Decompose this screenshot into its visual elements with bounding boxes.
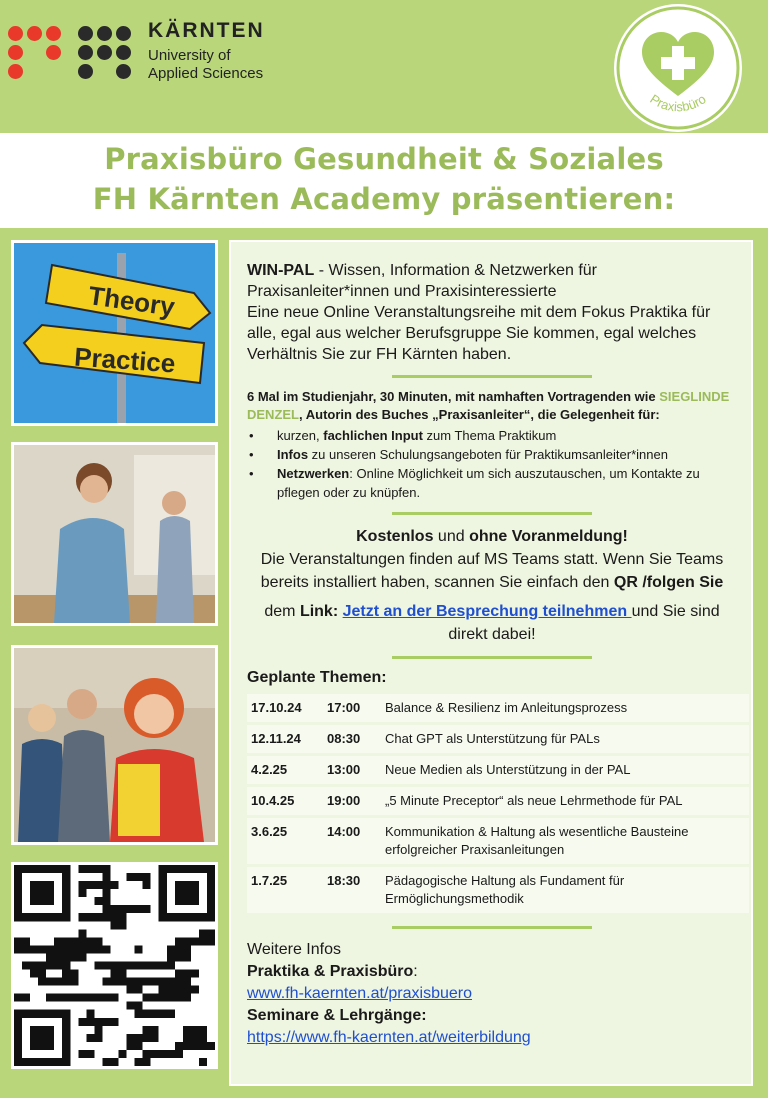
table-row	[247, 725, 749, 753]
theme-date: 12.11.24	[247, 725, 323, 753]
theme-topic: Pädagogische Haltung als Fundament für Ermöglichungsmethodik	[381, 867, 749, 913]
theme-topic: Chat GPT als Unterstützung für PALs	[381, 725, 749, 753]
praxisbuero-link[interactable]: www.fh-kaernten.at/praxisbuero	[247, 985, 472, 1002]
sign-theory-text: Theory	[86, 280, 177, 322]
sign-practice-text: Practice	[73, 341, 177, 379]
title-band	[0, 133, 768, 228]
access-text3: und Sie sind direkt dabei!	[448, 603, 720, 643]
list-item: • kurzen, fachlichen Input zum Thema Praktikum	[247, 426, 737, 445]
theme-date: 10.4.25	[247, 787, 323, 815]
fh-logo-text	[148, 20, 265, 83]
details-part1: 6 Mal im Studienjahr, 30 Minuten, mit namhaften Vortragenden wie	[247, 389, 656, 404]
theme-topic: „5 Minute Preceptor“ als neue Lehrmethode für PAL	[381, 787, 749, 815]
free-label: Kostenlos	[356, 528, 434, 545]
theme-time: 17:00	[323, 694, 381, 722]
no-registration-label: ohne Voranmeldung!	[469, 528, 628, 545]
table-row	[247, 787, 749, 815]
table-row	[247, 818, 749, 864]
divider	[392, 926, 592, 929]
logo-line2: Applied Sciences	[148, 65, 264, 82]
qr-text: QR /folgen Sie	[613, 574, 724, 591]
infos-heading: Weitere Infos	[247, 941, 341, 958]
divider	[392, 512, 592, 515]
intro-tagline: Wissen, Information & Netzwerken für Praxisanleiter*innen und Praxisinteressierte	[247, 262, 598, 300]
title-line1: Praxisbüro Gesundheit & Soziales	[104, 142, 664, 176]
praxisbuero-badge	[614, 4, 742, 132]
infos-label1: Praktika & Praxisbüro	[247, 963, 414, 980]
heart-plus-icon	[614, 4, 742, 132]
divider	[392, 656, 592, 659]
logo-line1: University of	[148, 47, 231, 64]
benefits-list	[247, 426, 737, 502]
speaker-name: SIEGLINDE DENZEL	[247, 389, 730, 422]
theme-topic: Kommunikation & Haltung als wesentliche Bausteine erfolgreicher Praxisanleitungen	[381, 818, 749, 864]
intro-body: Eine neue Online Veranstaltungsreihe mit dem Fokus Praktika für alle, egal aus welcher Berufsgruppe Sie kommen, egal welches Verhältnis Sie zur FH Kärnten haben.	[247, 304, 711, 363]
theme-time: 13:00	[323, 756, 381, 784]
theme-date: 4.2.25	[247, 756, 323, 784]
students-group-image	[11, 645, 218, 845]
themes-table	[247, 691, 749, 916]
title-line2: FH Kärnten Academy präsentieren:	[92, 182, 676, 216]
list-item: • Netzwerken: Online Möglichkeit um sich auszutauschen, um Kontakte zu pflegen oder zu knüpfen.	[247, 464, 737, 502]
access-text1: Die Veranstaltungen finden auf MS Teams statt. Wenn Sie Teams bereits installiert haben, scannen Sie einfach den	[260, 551, 724, 591]
theme-time: 19:00	[323, 787, 381, 815]
list-item: • Infos zu unseren Schulungsangeboten für Praktikumsanleiter*innen	[247, 445, 737, 464]
logo-name: KÄRNTEN	[148, 19, 265, 42]
content-panel	[229, 240, 753, 1086]
theme-date: 17.10.24	[247, 694, 323, 722]
intro-dash: -	[314, 262, 329, 279]
table-row	[247, 756, 749, 784]
theme-topic: Balance & Resilienz im Anleitungsprozess	[381, 694, 749, 722]
theme-time: 18:30	[323, 867, 381, 913]
teams-meeting-link[interactable]: Jetzt an der Besprechung teilnehmen	[342, 603, 632, 620]
students-classroom-image	[11, 442, 218, 626]
themes-heading: Geplante Themen:	[247, 669, 387, 686]
weiterbildung-link[interactable]: https://www.fh-kaernten.at/weiterbildung	[247, 1029, 531, 1046]
infos-label2: Seminare & Lehrgänge:	[247, 1007, 427, 1024]
access-info: Kostenlos und ohne Voranmeldung! Die Veranstaltungen finden auf MS Teams statt. Wenn Sie Teams bereits installiert haben, scannen Sie einfach den QR /folgen Sie dem Link: Jetzt an der Besprechung teilnehmen und Sie sind direkt dabei!	[260, 528, 724, 643]
details-part2: , Autorin des Buches „Praxisanleiter“, die Gelegenheit für:	[299, 407, 660, 422]
badge-label: Praxisbüro	[647, 91, 709, 115]
theory-practice-sign-image	[11, 240, 218, 426]
details-text	[247, 388, 737, 424]
theme-time: 14:00	[323, 818, 381, 864]
intro-acronym: WIN-PAL	[247, 262, 315, 279]
theme-topic: Neue Medien als Unterstützung in der PAL	[381, 756, 749, 784]
further-infos: Weitere Infos Praktika & Praxisbüro: www.fh-kaernten.at/praxisbuero Seminare & Lehrgänge: https://www.fh-kaernten.at/weiterbildung	[247, 939, 737, 1049]
intro	[247, 260, 737, 365]
theme-date: 1.7.25	[247, 867, 323, 913]
link-label: Link:	[299, 603, 339, 620]
table-row	[247, 867, 749, 913]
table-row	[247, 694, 749, 722]
divider	[392, 375, 592, 378]
theme-date: 3.6.25	[247, 818, 323, 864]
qr-code-icon[interactable]	[11, 862, 218, 1069]
theme-time: 08:30	[323, 725, 381, 753]
header	[0, 0, 768, 133]
